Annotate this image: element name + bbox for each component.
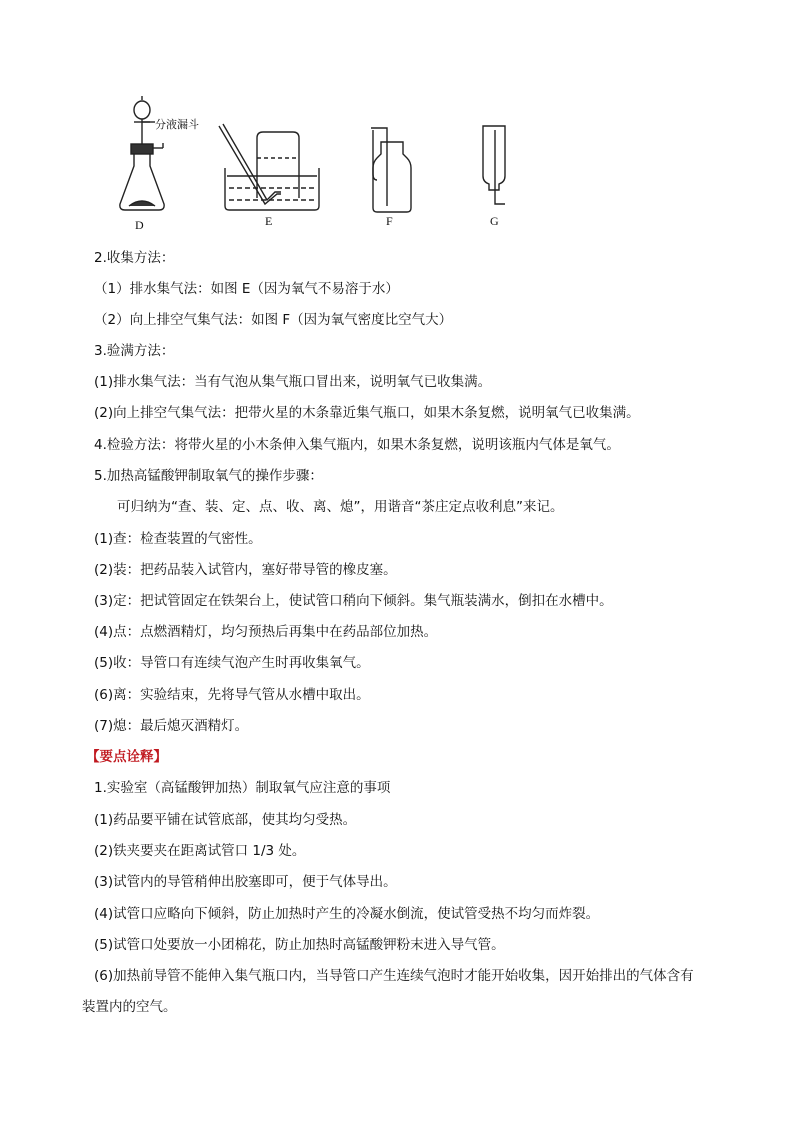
label-e: E (265, 214, 273, 228)
collection-air: （2）向上排空气集气法：如图 F（因为氧气密度比空气大） (94, 312, 453, 328)
step-1: (1)查：检查装置的气密性。 (94, 531, 262, 547)
note-6-continued: 装置内的空气。 (82, 999, 177, 1015)
apparatus-f (371, 128, 411, 212)
label-d: D (135, 218, 144, 232)
full-check-water: (1)排水集气法：当有气泡从集气瓶口冒出来，说明氧气已收集满。 (94, 374, 492, 390)
step-4: (4)点：点燃酒精灯，均匀预热后再集中在药品部位加热。 (94, 624, 438, 640)
note-2: (2)铁夹要夹在距离试管口 1/3 处。 (94, 843, 306, 859)
section-collection-method: 2.收集方法： (94, 250, 175, 266)
collection-water: （1）排水集气法：如图 E（因为氧气不易溶于水） (94, 281, 399, 297)
steps-mnemonic: 可归纳为“查、装、定、点、收、离、熄”，用谐音“茶庄定点收利息”来记。 (117, 499, 564, 515)
note-6: (6)加热前导管不能伸入集气瓶口内，当导管口产生连续气泡时才能开始收集，因开始排出的气体含有 (94, 968, 694, 984)
key-points-heading: 【要点诠释】 (86, 749, 167, 765)
label-g: G (490, 214, 499, 228)
full-check-air: (2)向上排空气集气法：把带火星的木条靠近集气瓶口，如果木条复燃，说明氧气已收集满。 (94, 405, 640, 421)
apparatus-g (483, 126, 505, 204)
step-7: (7)熄：最后熄灭酒精灯。 (94, 718, 249, 734)
note-1: (1)药品要平铺在试管底部，使其均匀受热。 (94, 812, 357, 828)
step-5: (5)收：导管口有连续气泡产生时再收集氧气。 (94, 655, 370, 671)
funnel-label: 分液漏斗 (155, 118, 199, 131)
test-method: 4.检验方法：将带火星的小木条伸入集气瓶内，如果木条复燃，说明该瓶内气体是氧气。 (94, 437, 620, 453)
note-4: (4)试管口应略向下倾斜，防止加热时产生的冷凝水倒流，使试管受热不均匀而炸裂。 (94, 906, 600, 922)
step-3: (3)定：把试管固定在铁架台上，使试管口稍向下倾斜。集气瓶装满水，倒扣在水槽中。 (94, 593, 613, 609)
apparatus-e (219, 124, 319, 210)
apparatus-figure (115, 96, 635, 236)
section-steps: 5.加热高锰酸钾制取氧气的操作步骤： (94, 468, 323, 484)
note-5: (5)试管口处要放一小团棉花，防止加热时高锰酸钾粉末进入导气管。 (94, 937, 505, 953)
step-6: (6)离：实验结束，先将导气管从水槽中取出。 (94, 687, 370, 703)
apparatus-d (120, 96, 164, 210)
label-f: F (386, 214, 393, 228)
notes-title: 1.实验室（高锰酸钾加热）制取氧气应注意的事项 (94, 780, 391, 796)
note-3: (3)试管内的导管稍伸出胶塞即可，便于气体导出。 (94, 874, 397, 890)
step-2: (2)装：把药品装入试管内，塞好带导管的橡皮塞。 (94, 562, 397, 578)
section-full-check: 3.验满方法： (94, 343, 175, 359)
